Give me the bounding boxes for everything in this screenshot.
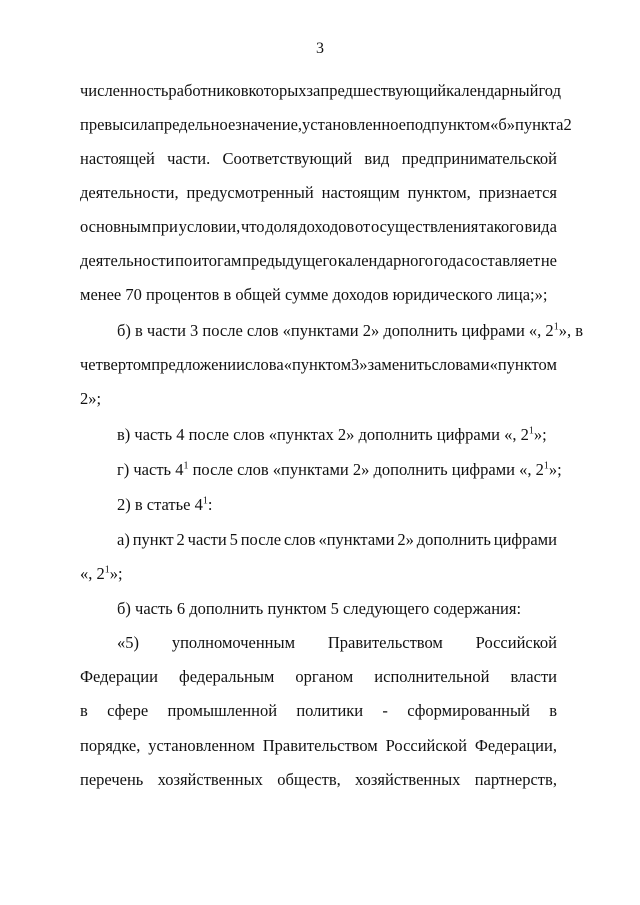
word: вида [524,217,557,236]
word: перечень [80,770,144,789]
word: «пунктом [283,355,352,374]
word: подпунктом [406,115,491,134]
word: предельное [155,115,236,134]
word: после [240,530,282,549]
word: власти [510,667,557,686]
word: пункта [515,115,564,134]
text-line-18 [80,667,557,687]
text-line-19 [80,701,557,721]
word: 2 [176,530,185,549]
text-line-16: б) часть 6 дополнить пунктом 5 следующего содержания: [117,599,522,618]
word: Федерации [80,667,158,686]
word: «пунктом [489,355,557,374]
word: органом [295,667,354,686]
word: не [540,251,557,270]
text-line-10: 2»; [80,389,102,408]
word: слова [244,355,284,374]
word: а) [117,530,130,549]
word: года [433,251,464,270]
word: «пунктами [318,530,395,549]
text-line-21 [80,770,557,790]
word: части. [167,149,211,168]
word: - [382,701,388,720]
text-line-6 [80,251,557,271]
text-line-13: 2) в статье $4^1$: [117,495,213,514]
text-line-11: в) часть 4 после слов «пунктах 2» дополнить цифрами «, $2^1$»; [117,425,547,444]
word: цифрами [493,530,557,549]
word: 2 [563,115,572,134]
word: пунктом, [407,183,471,202]
word: Российской [475,633,557,652]
word: Российской [385,736,467,755]
word: вид [364,149,390,168]
word: промышленной [167,701,278,720]
text-line-9 [80,355,557,375]
word: Соответствующий [222,149,353,168]
text-line-17 [117,633,557,653]
text-line-3 [80,149,557,169]
word: предложении [151,355,245,374]
word: от [354,217,371,236]
word: составляет [464,251,541,270]
word: работников [168,81,249,100]
word: установленное [302,115,406,134]
word: 5 [229,530,238,549]
word: в [549,701,557,720]
word: условии, [178,217,241,236]
word: деятельности [80,251,175,270]
word: осуществления [370,217,479,236]
word: 2» [397,530,414,549]
word: сфере [107,701,149,720]
word: исполнительной [374,667,490,686]
word: итогам [192,251,242,270]
word: предшествующий [320,81,447,100]
word: хозяйственных [355,770,461,789]
word: значение, [235,115,303,134]
word: календарный [446,81,539,100]
word: части [187,530,227,549]
word: предыдущего [242,251,338,270]
text-line-4 [80,183,557,203]
word: Федерации, [474,736,557,755]
word: партнерств, [474,770,557,789]
word: Правительством [327,633,443,652]
word: превысила [80,115,155,134]
text-line-8: б) в части 3 после слов «пунктами 2» дополнить цифрами «, $2^1$», в [117,321,583,340]
word: Правительством [262,736,378,755]
word: предусмотренный [186,183,314,202]
text-line-5 [80,217,557,237]
text-line-15: «, $2^1$»; [80,564,123,583]
word: в [80,701,88,720]
text-line-1 [80,81,561,101]
word: четвертом [80,355,152,374]
word: которых [248,81,307,100]
text-line-20 [80,736,557,756]
word: обществ, [277,770,341,789]
word: установленном [148,736,255,755]
word: политики [296,701,364,720]
word: федеральным [179,667,275,686]
page-number: 3 [316,40,324,57]
word: такого [479,217,524,236]
word: заменить [367,355,432,374]
word: настоящим [321,183,400,202]
word: пункт [132,530,174,549]
word: признается [478,183,557,202]
word: за [306,81,321,100]
word: порядке, [80,736,141,755]
word: слов [283,530,316,549]
word: календарного [337,251,434,270]
word: словами [431,355,490,374]
word: доля [265,217,298,236]
word: настоящей [80,149,155,168]
word: сформированный [407,701,530,720]
word: основным [80,217,152,236]
word: хозяйственных [157,770,263,789]
text-line-14 [117,530,557,550]
word: 3» [351,355,368,374]
word: предпринимательской [401,149,557,168]
text-line-12: г) часть $4^1$ после слов «пунктами 2» дополнить цифрами «, $2^1$»; [117,460,562,479]
word: что [240,217,265,236]
word: по [175,251,193,270]
word: «5) [117,633,139,652]
text-line-7: менее 70 процентов в общей сумме доходов юридического лица;»; [80,285,548,304]
text-line-2 [80,115,572,135]
word: при [151,217,178,236]
word: год [538,81,561,100]
word: уполномоченным [171,633,296,652]
word: деятельности, [80,183,179,202]
word: дополнить [416,530,491,549]
word: «б» [490,115,515,134]
word: численность [80,81,169,100]
word: доходов [298,217,355,236]
